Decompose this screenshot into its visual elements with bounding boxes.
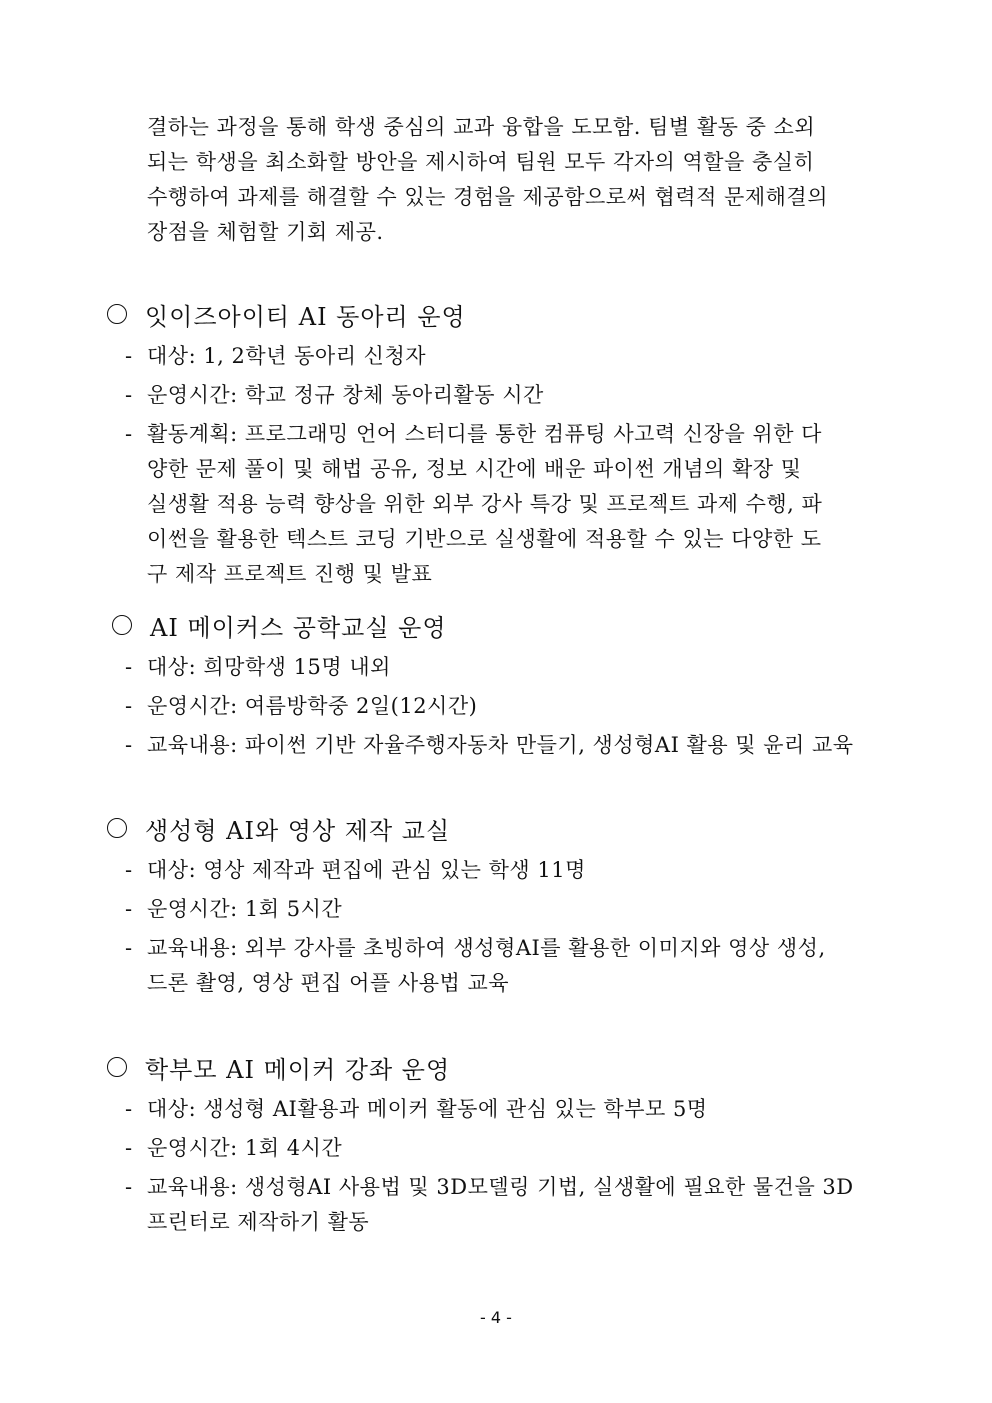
item-line: 대상: 희망학생 15명 내외 xyxy=(147,655,391,679)
section-title: AI 메이커스 공학교실 운영 xyxy=(150,613,447,642)
item-line: 구 제작 프로젝트 진행 및 발표 xyxy=(147,562,433,586)
dash-bullet: - xyxy=(125,733,133,757)
dash-bullet: - xyxy=(125,694,133,718)
list-item xyxy=(125,378,900,413)
item-line: 실생활 적용 능력 향상을 위한 외부 강사 특강 및 프로젝트 과제 수행, 파 xyxy=(147,492,823,516)
intro-paragraph xyxy=(147,110,897,250)
item-line: 대상: 영상 제작과 편집에 관심 있는 학생 11명 xyxy=(147,858,586,882)
circle-bullet-icon xyxy=(107,1057,127,1077)
item-line: 운영시간: 1회 4시간 xyxy=(147,1136,343,1160)
item-line: 드론 촬영, 영상 편집 어플 사용법 교육 xyxy=(147,971,510,995)
section-heading xyxy=(107,811,450,845)
dash-bullet: - xyxy=(125,383,133,407)
item-line: 활동계획: 프로그래밍 언어 스터디를 통한 컴퓨팅 사고력 신장을 위한 다 xyxy=(147,422,822,446)
list-item xyxy=(125,1170,900,1240)
dash-bullet: - xyxy=(125,422,133,446)
list-item xyxy=(125,689,900,724)
item-line: 운영시간: 1회 5시간 xyxy=(147,897,343,921)
dash-bullet: - xyxy=(125,1175,133,1199)
dash-bullet: - xyxy=(125,936,133,960)
circle-bullet-icon xyxy=(107,304,127,324)
item-line: 교육내용: 외부 강사를 초빙하여 생성형AI를 활용한 이미지와 영상 생성, xyxy=(147,936,826,960)
dash-bullet: - xyxy=(125,344,133,368)
section-title: 학부모 AI 메이커 강좌 운영 xyxy=(145,1055,451,1084)
item-line: 운영시간: 여름방학중 2일(12시간) xyxy=(147,694,478,718)
item-line: 이썬을 활용한 텍스트 코딩 기반으로 실생활에 적용할 수 있는 다양한 도 xyxy=(147,527,822,551)
intro-line: 되는 학생을 최소화할 방안을 제시하여 팀원 모두 각자의 역할을 충실히 xyxy=(147,150,815,174)
dash-bullet: - xyxy=(125,1136,133,1160)
circle-bullet-icon xyxy=(112,615,132,635)
list-item xyxy=(125,931,900,1001)
list-item xyxy=(125,892,900,927)
dash-bullet: - xyxy=(125,897,133,921)
list-item xyxy=(125,417,900,592)
list-item xyxy=(125,1131,900,1166)
list-item xyxy=(125,339,900,374)
list-item xyxy=(125,1092,900,1127)
section-title: 잇이즈아이티 AI 동아리 운영 xyxy=(145,302,466,331)
item-line: 대상: 1, 2학년 동아리 신청자 xyxy=(147,344,427,368)
intro-line: 수행하여 과제를 해결할 수 있는 경험을 제공함으로써 협력적 문제해결의 xyxy=(147,185,828,209)
item-line: 교육내용: 파이썬 기반 자율주행자동차 만들기, 생성형AI 활용 및 윤리 교육 xyxy=(147,733,854,757)
intro-line: 결하는 과정을 통해 학생 중심의 교과 융합을 도모함. 팀별 활동 중 소외 xyxy=(147,115,816,139)
item-line: 운영시간: 학교 정규 창체 동아리활동 시간 xyxy=(147,383,544,407)
section-heading xyxy=(107,1050,450,1084)
item-line: 교육내용: 생성형AI 사용법 및 3D모델링 기법, 실생활에 필요한 물건을 3D xyxy=(147,1175,854,1199)
section-items xyxy=(125,853,900,1001)
section-heading xyxy=(107,297,466,331)
circle-bullet-icon xyxy=(107,818,127,838)
intro-line: 장점을 체험할 기회 제공. xyxy=(147,220,384,244)
section-heading xyxy=(112,608,447,642)
list-item xyxy=(125,853,900,888)
item-line: 대상: 생성형 AI활용과 메이커 활동에 관심 있는 학부모 5명 xyxy=(147,1097,708,1121)
item-line: 프린터로 제작하기 활동 xyxy=(147,1210,370,1234)
dash-bullet: - xyxy=(125,655,133,679)
section-items xyxy=(125,650,900,763)
item-line: 양한 문제 풀이 및 해법 공유, 정보 시간에 배운 파이썬 개념의 확장 및 xyxy=(147,457,802,481)
section-title: 생성형 AI와 영상 제작 교실 xyxy=(145,816,451,845)
page-number: - 4 - xyxy=(480,1308,512,1327)
section-items xyxy=(125,339,900,592)
section-items xyxy=(125,1092,900,1240)
list-item xyxy=(125,728,900,763)
dash-bullet: - xyxy=(125,1097,133,1121)
list-item xyxy=(125,650,900,685)
dash-bullet: - xyxy=(125,858,133,882)
